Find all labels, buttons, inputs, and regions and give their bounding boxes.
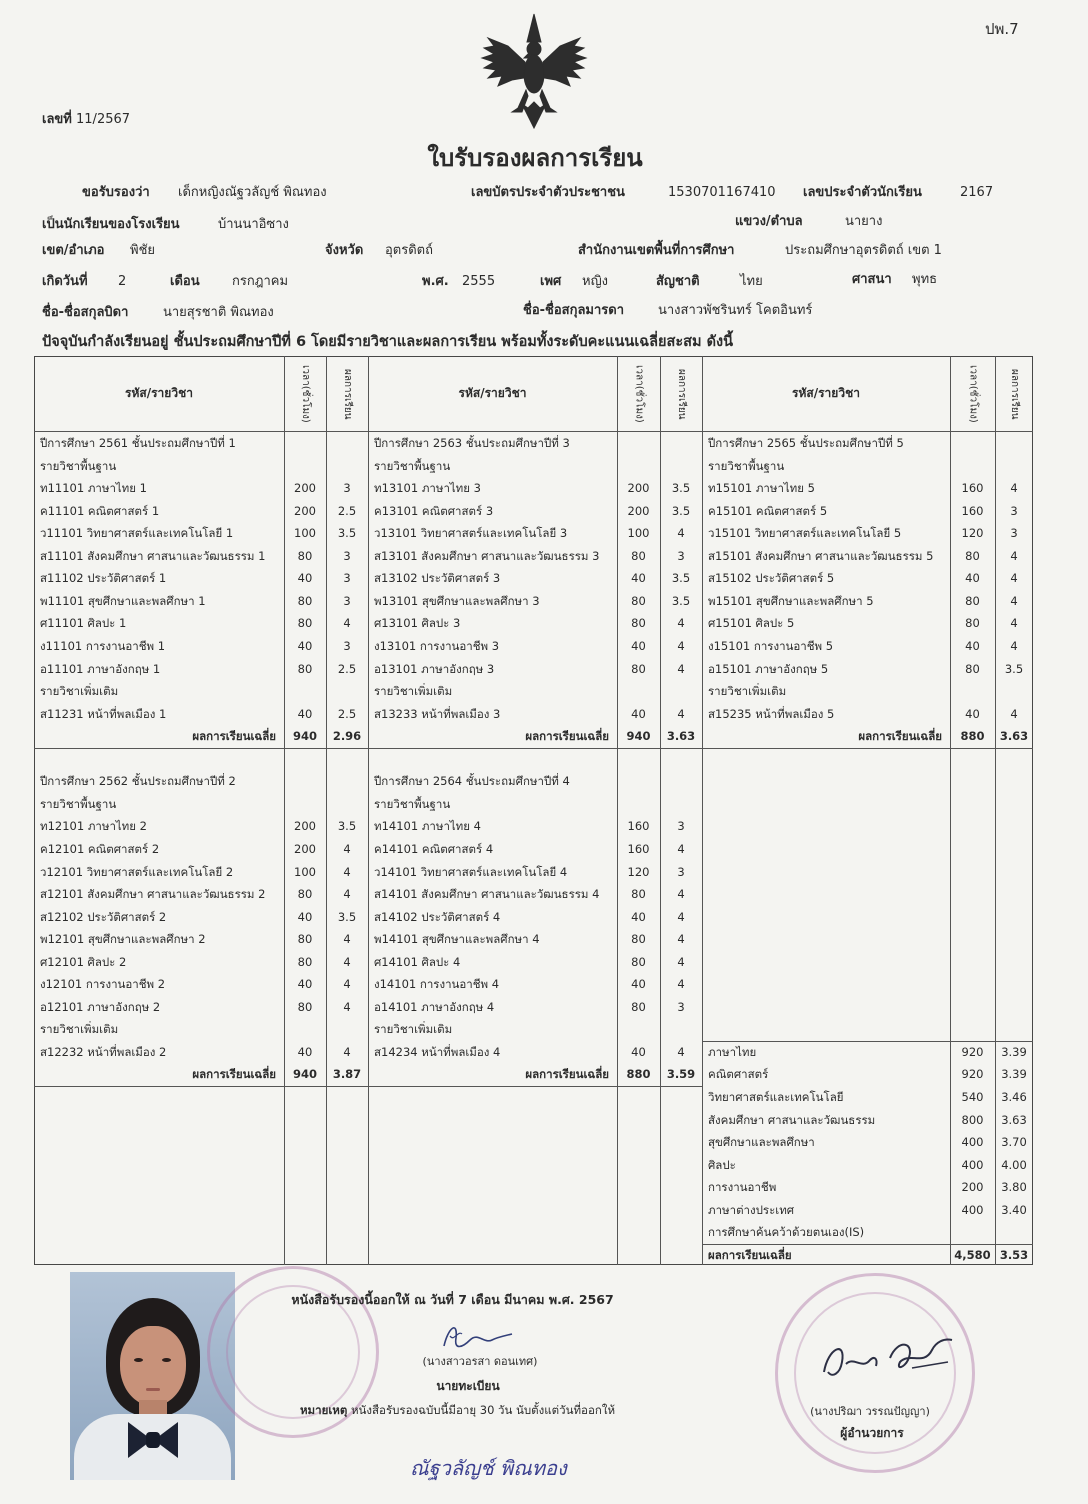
father-value: นายสุรชาติ พิณทอง xyxy=(163,305,274,320)
average-label: ผลการเรียนเฉลี่ย xyxy=(192,729,276,744)
subject-hours: 40 xyxy=(631,706,646,721)
subject-grade: 4 xyxy=(677,661,685,676)
subject-name: ภาษาไทย xyxy=(708,1044,757,1059)
subject-name: อ15101 ภาษาอังกฤษ 5 xyxy=(708,661,829,676)
average-hours: 940 xyxy=(626,729,651,744)
office-value: ประถมศึกษาอุตรดิตถ์ เขต 1 xyxy=(785,243,942,258)
subject-name: ค15101 คณิตศาสตร์ 5 xyxy=(708,503,828,518)
subject-hours: 200 xyxy=(627,503,650,518)
average-label: ผลการเรียนเฉลี่ย xyxy=(858,729,942,744)
subject-hours: 200 xyxy=(294,503,316,518)
subject-name: ท13101 ภาษาไทย 3 xyxy=(374,481,481,496)
subject-grade xyxy=(995,1221,1033,1243)
subject-grade: 2.5 xyxy=(337,661,357,676)
sex-label: เพศ xyxy=(540,274,562,289)
religion-label: ศาสนา xyxy=(852,272,892,287)
photo-mouth xyxy=(146,1388,160,1391)
column-divider xyxy=(702,356,703,1265)
section-label-basic: รายวิชาพื้นฐาน xyxy=(40,796,117,811)
average-grade: 3.87 xyxy=(332,1067,362,1082)
subject-grade: 4 xyxy=(677,887,685,901)
subject-hours: 200 xyxy=(294,841,316,856)
student-name: เด็กหญิงณัฐวลัญช์ พิณทอง xyxy=(178,185,327,200)
id-card-value: 1530701167410 xyxy=(668,185,776,200)
subject-hours: 40 xyxy=(631,909,646,924)
subject-name: ศ14101 ศิลปะ 4 xyxy=(374,954,461,969)
subject-grade: 4 xyxy=(343,841,351,856)
subject-grade: 3 xyxy=(677,819,685,834)
subject-grade: 3 xyxy=(343,571,351,586)
average-hours: 940 xyxy=(292,729,317,744)
subject-grade: 4.00 xyxy=(1001,1157,1027,1172)
subject-grade: 2.5 xyxy=(337,503,357,518)
photo-collar-knot xyxy=(146,1432,160,1448)
section-label-extra: รายวิชาเพิ่มเติม xyxy=(708,684,787,698)
subject-hours: 80 xyxy=(631,887,646,901)
subject-hours: 80 xyxy=(965,593,980,608)
header-hours-label: เวลา(ชั่วโมง) xyxy=(633,365,645,423)
birth-day-label: เกิดวันที่ xyxy=(42,274,88,289)
subject-name: ศ15101 ศิลปะ 5 xyxy=(708,616,795,631)
subject-hours: 40 xyxy=(297,977,313,992)
subject-grade: 4 xyxy=(343,932,351,947)
average-hours: 880 xyxy=(960,729,985,744)
subject-hours: 200 xyxy=(294,819,316,834)
subject-grade: 4 xyxy=(677,1044,685,1059)
subject-hours: 920 xyxy=(961,1067,984,1082)
subject-name: ส14101 สังคมศึกษา ศาสนาและวัฒนธรรม 4 xyxy=(374,887,600,901)
subject-hours: 540 xyxy=(961,1090,984,1104)
subject-hours: 80 xyxy=(297,999,313,1014)
subject-hours: 100 xyxy=(294,526,316,541)
subject-grade: 3.5 xyxy=(337,819,357,834)
handwritten-student-name: ณัฐวลัญช์ พิณทอง xyxy=(410,1456,567,1480)
section-label-basic: รายวิชาพื้นฐาน xyxy=(708,458,785,473)
section-label-basic: รายวิชาพื้นฐาน xyxy=(374,796,451,811)
subject-grade: 3.5 xyxy=(1004,661,1024,676)
subject-grade: 4 xyxy=(677,706,685,721)
subject-name: ศ13101 ศิลปะ 3 xyxy=(374,616,461,631)
subject-hours: 200 xyxy=(961,1180,984,1195)
year-heading: ปีการศึกษา 2563 ชั้นประถมศึกษาปีที่ 3 xyxy=(374,436,570,450)
subject-hours: 80 xyxy=(965,661,980,676)
year-heading: ปีการศึกษา 2565 ชั้นประถมศึกษาปีที่ 5 xyxy=(708,436,904,450)
subject-name: ส15102 ประวัติศาสตร์ 5 xyxy=(708,571,835,586)
doc-number-value: 11/2567 xyxy=(76,112,131,127)
subject-grade: 3 xyxy=(677,864,685,879)
subject-grade: 4 xyxy=(343,999,351,1014)
subject-grade: 3 xyxy=(343,481,351,496)
subject-grade: 4 xyxy=(343,1044,351,1059)
photo-face xyxy=(120,1326,186,1406)
subject-name: พ13101 สุขศึกษาและพลศึกษา 3 xyxy=(374,593,540,608)
subject-grade: 3 xyxy=(343,593,351,608)
subject-name: ส12101 สังคมศึกษา ศาสนาและวัฒนธรรม 2 xyxy=(40,887,266,901)
subject-grade: 4 xyxy=(1010,593,1018,608)
subject-grade: 4 xyxy=(1010,481,1018,496)
note-label: หมายเหตุ xyxy=(299,1403,348,1417)
note-text: หนังสือรับรองฉบับนี้มีอายุ 30 วัน นับตั้งแต่วันที่ออกให้ xyxy=(350,1403,616,1417)
subject-name: ส13233 หน้าที่พลเมือง 3 xyxy=(374,706,501,721)
header-grade xyxy=(995,358,1033,430)
registrar-signature xyxy=(436,1316,516,1356)
subject-grade: 4 xyxy=(343,954,351,969)
subject-grade: 3 xyxy=(343,639,351,653)
subject-grade: 4 xyxy=(1010,639,1018,653)
subject-grade: 4 xyxy=(677,932,685,947)
section-label-extra: รายวิชาเพิ่มเติม xyxy=(374,684,453,698)
subject-hours: 80 xyxy=(297,593,313,608)
subject-hours: 160 xyxy=(627,841,650,856)
subject-name: อ12101 ภาษาอังกฤษ 2 xyxy=(40,999,161,1014)
subject-grade: 4 xyxy=(1010,548,1018,563)
average-grade: 3.63 xyxy=(666,729,696,744)
office-label: สำนักงานเขตพื้นที่การศึกษา xyxy=(578,243,735,258)
subject-name: ว12101 วิทยาศาสตร์และเทคโนโลยี 2 xyxy=(40,864,234,879)
subject-name: ท12101 ภาษาไทย 2 xyxy=(40,819,147,834)
id-card-label: เลขบัตรประจำตัวประชาชน xyxy=(471,185,625,200)
subject-hours: 400 xyxy=(961,1135,984,1150)
subject-grade: 3.5 xyxy=(671,593,691,608)
subject-name: ว13101 วิทยาศาสตร์และเทคโนโลยี 3 xyxy=(374,526,568,541)
subject-name: ค14101 คณิตศาสตร์ 4 xyxy=(374,841,494,856)
birth-year-label: พ.ศ. xyxy=(422,274,449,289)
subject-hours: 40 xyxy=(297,639,313,653)
form-code: ปพ.7 xyxy=(985,20,1019,38)
subject-grade: 4 xyxy=(677,616,685,631)
average-hours: 880 xyxy=(626,1067,651,1082)
subject-hours: 40 xyxy=(297,706,313,721)
subject-hours: 40 xyxy=(965,706,980,721)
mother-label: ชื่อ-ชื่อสกุลมารดา xyxy=(523,303,625,318)
mother-value: นางสาวพัชรินทร์ โคตอินทร์ xyxy=(658,303,813,318)
subject-name: อ13101 ภาษาอังกฤษ 3 xyxy=(374,661,495,676)
section-label-extra: รายวิชาเพิ่มเติม xyxy=(40,1022,119,1037)
certify-label: ขอรับรองว่า xyxy=(82,185,150,200)
subject-name: พ11101 สุขศึกษาและพลศึกษา 1 xyxy=(40,593,206,608)
header-grade xyxy=(326,358,368,430)
subject-grade: 3.39 xyxy=(1001,1067,1027,1082)
document-title: ใบรับรองผลการเรียน xyxy=(427,144,643,172)
subject-hours: 40 xyxy=(631,1044,646,1059)
year-heading: ปีการศึกษา 2562 ชั้นประถมศึกษาปีที่ 2 xyxy=(40,774,236,789)
subject-hours: 80 xyxy=(631,661,646,676)
subject-hours: 100 xyxy=(294,864,316,879)
subject-name: ส12102 ประวัติศาสตร์ 2 xyxy=(40,909,167,924)
subject-hours: 80 xyxy=(631,593,646,608)
header-grade xyxy=(660,358,702,430)
subject-grade: 4 xyxy=(343,977,351,992)
subject-name: ศิลปะ xyxy=(708,1157,736,1172)
photo-eye xyxy=(162,1358,171,1362)
subject-hours: 160 xyxy=(627,819,650,834)
header-subject: รหัส/รายวิชา xyxy=(792,386,860,400)
header-hours-label: เวลา(ชั่วโมง) xyxy=(967,365,979,423)
subject-name: อ14101 ภาษาอังกฤษ 4 xyxy=(374,999,495,1014)
subject-hours: 400 xyxy=(961,1157,984,1172)
doc-number-label: เลขที่ xyxy=(42,112,72,127)
average-grade: 2.96 xyxy=(332,729,362,744)
subject-hours: 120 xyxy=(627,864,650,879)
subject-name: ง14101 การงานอาชีพ 4 xyxy=(374,977,500,992)
registrar-title: นายทะเบียน xyxy=(436,1379,500,1393)
subject-grade: 4 xyxy=(677,526,685,541)
subject-name: ง12101 การงานอาชีพ 2 xyxy=(40,977,166,992)
row-divider xyxy=(702,748,1033,749)
subject-name: ค13101 คณิตศาสตร์ 3 xyxy=(374,503,494,518)
subject-name: ศ12101 ศิลปะ 2 xyxy=(40,954,127,969)
subject-name: อ11101 ภาษาอังกฤษ 1 xyxy=(40,661,161,676)
subject-hours: 80 xyxy=(297,661,313,676)
subject-hours: 80 xyxy=(631,548,646,563)
subject-grade: 3.5 xyxy=(671,481,691,496)
subject-hours: 400 xyxy=(961,1202,984,1217)
average-label: ผลการเรียนเฉลี่ย xyxy=(525,729,609,744)
subject-grade: 3.80 xyxy=(1001,1180,1027,1195)
average-grade: 3.63 xyxy=(999,729,1029,744)
average-label: ผลการเรียนเฉลี่ย xyxy=(525,1067,609,1082)
subject-name: พ14101 สุขศึกษาและพลศึกษา 4 xyxy=(374,932,540,947)
student-id-label: เลขประจำตัวนักเรียน xyxy=(803,185,922,200)
province-label: จังหวัด xyxy=(325,243,364,258)
subject-name: ส13101 สังคมศึกษา ศาสนาและวัฒนธรรม 3 xyxy=(374,548,600,563)
subject-name: ว15101 วิทยาศาสตร์และเทคโนโลยี 5 xyxy=(708,526,902,541)
subject-name: ส12232 หน้าที่พลเมือง 2 xyxy=(40,1044,167,1059)
column-divider xyxy=(368,356,369,1265)
subject-grade: 3 xyxy=(677,999,685,1014)
cumulative-grade: 3.53 xyxy=(999,1247,1029,1262)
director-signature xyxy=(812,1328,962,1388)
subject-hours: 40 xyxy=(631,571,646,586)
average-label: ผลการเรียนเฉลี่ย xyxy=(192,1067,276,1082)
subject-hours: 200 xyxy=(294,481,316,496)
subject-hours: 40 xyxy=(631,639,646,653)
subject-hours: 100 xyxy=(627,526,650,541)
subject-name: ส11102 ประวัติศาสตร์ 1 xyxy=(40,571,167,586)
subject-name: ศ11101 ศิลปะ 1 xyxy=(40,616,127,631)
subject-hours: 80 xyxy=(297,548,313,563)
doc-number xyxy=(42,111,130,129)
director-title: ผู้อำนวยการ xyxy=(840,1426,904,1440)
registrar-name: (นางสาวอรสา ดอนเทศ) xyxy=(422,1355,538,1368)
subject-hours: 40 xyxy=(965,571,980,586)
subject-grade: 4 xyxy=(677,909,685,924)
subject-name: วิทยาศาสตร์และเทคโนโลยี xyxy=(708,1090,844,1104)
header-grade-label: ผลการเรียน xyxy=(1009,368,1020,420)
subject-name: ง15101 การงานอาชีพ 5 xyxy=(708,639,834,653)
subject-grade: 2.5 xyxy=(337,706,357,721)
subject-grade: 4 xyxy=(677,977,685,992)
subject-hours: 160 xyxy=(961,481,984,496)
subject-name: การศึกษาค้นคว้าด้วยตนเอง(IS) xyxy=(708,1225,865,1240)
subject-grade: 3.39 xyxy=(1001,1044,1027,1059)
director-name: (นางปริฌา วรรณปัญญา) xyxy=(810,1405,930,1418)
subject-name: ภาษาต่างประเทศ xyxy=(708,1202,795,1217)
subject-grade: 3 xyxy=(1010,503,1018,518)
nationality-value: ไทย xyxy=(740,274,763,289)
garuda-emblem-icon xyxy=(478,12,590,130)
header-subject: รหัส/รายวิชา xyxy=(458,386,527,400)
subject-hours: 80 xyxy=(965,616,980,631)
subject-name: ส13102 ประวัติศาสตร์ 3 xyxy=(374,571,501,586)
subject-grade: 4 xyxy=(343,864,351,879)
subject-name: คณิตศาสตร์ xyxy=(708,1067,769,1082)
row-divider xyxy=(34,748,368,749)
subject-name: การงานอาชีพ xyxy=(708,1180,777,1195)
subject-name: ส14102 ประวัติศาสตร์ 4 xyxy=(374,909,501,924)
subject-hours: 80 xyxy=(631,999,646,1014)
subject-hours: 80 xyxy=(297,887,313,901)
header-hours xyxy=(617,358,660,430)
subject-name: ค11101 คณิตศาสตร์ 1 xyxy=(40,503,160,518)
district-label: เขต/อำเภอ xyxy=(42,243,105,258)
subject-grade: 4 xyxy=(343,616,351,631)
subject-name: ท15101 ภาษาไทย 5 xyxy=(708,481,815,496)
subject-hours: 80 xyxy=(965,548,980,563)
subject-hours: 120 xyxy=(961,526,984,541)
subject-hours: 40 xyxy=(297,909,313,924)
subject-grade: 3.5 xyxy=(671,503,691,518)
subject-hours: 920 xyxy=(961,1044,984,1059)
subject-name: ส11231 หน้าที่พลเมือง 1 xyxy=(40,706,167,721)
section-label-extra: รายวิชาเพิ่มเติม xyxy=(40,684,119,698)
subject-hours: 80 xyxy=(631,932,646,947)
subject-name: ท11101 ภาษาไทย 1 xyxy=(40,481,147,496)
cumulative-average-label: ผลการเรียนเฉลี่ย xyxy=(708,1247,792,1262)
subject-hours: 800 xyxy=(961,1112,984,1127)
birth-month-value: กรกฎาคม xyxy=(232,274,289,289)
section-label-extra: รายวิชาเพิ่มเติม xyxy=(374,1022,453,1037)
row-divider xyxy=(368,1086,702,1087)
subdistrict-value: นายาง xyxy=(845,214,883,229)
district-value: พิชัย xyxy=(130,243,156,258)
school-label: เป็นนักเรียนของโรงเรียน xyxy=(42,217,180,232)
subject-grade: 3 xyxy=(343,548,351,563)
subject-name: ส15235 หน้าที่พลเมือง 5 xyxy=(708,706,835,721)
issued-date: หนังสือรับรองนี้ออกให้ ณ วันที่ 7 เดือน มีนาคม พ.ศ. 2567 xyxy=(291,1292,614,1307)
subject-grade: 3 xyxy=(677,548,685,563)
birth-day-value: 2 xyxy=(118,274,127,289)
year-heading: ปีการศึกษา 2561 ชั้นประถมศึกษาปีที่ 1 xyxy=(40,436,236,450)
subject-name: ท14101 ภาษาไทย 4 xyxy=(374,819,481,834)
row-divider xyxy=(34,1086,368,1087)
average-grade: 3.59 xyxy=(666,1067,696,1082)
subject-name: สุขศึกษาและพลศึกษา xyxy=(708,1135,815,1150)
validity-note xyxy=(285,1401,630,1419)
subject-grade: 4 xyxy=(343,887,351,901)
subject-grade: 3 xyxy=(1010,526,1018,541)
subject-grade: 3.63 xyxy=(1001,1112,1027,1127)
header-hours xyxy=(950,358,995,430)
subject-name: พ15101 สุขศึกษาและพลศึกษา 5 xyxy=(708,593,874,608)
student-id-value: 2167 xyxy=(960,185,994,200)
subject-grade: 3.5 xyxy=(337,909,357,924)
school-value: บ้านนาอิซาง xyxy=(218,217,289,232)
subject-grade: 4 xyxy=(1010,571,1018,586)
birth-year-value: 2555 xyxy=(462,274,496,289)
subject-hours: 40 xyxy=(965,639,980,653)
section-label-basic: รายวิชาพื้นฐาน xyxy=(374,458,451,473)
year-heading: ปีการศึกษา 2564 ชั้นประถมศึกษาปีที่ 4 xyxy=(374,774,570,789)
subject-hours: 40 xyxy=(631,977,646,992)
subject-name: ส14234 หน้าที่พลเมือง 4 xyxy=(374,1044,501,1059)
average-hours: 940 xyxy=(292,1067,317,1082)
subject-hours: 200 xyxy=(627,481,650,496)
subject-name: ว14101 วิทยาศาสตร์และเทคโนโลยี 4 xyxy=(374,864,568,879)
subject-hours: 80 xyxy=(631,954,646,969)
subject-grade: 4 xyxy=(677,639,685,653)
sex-value: หญิง xyxy=(582,274,608,289)
subject-hours: 40 xyxy=(297,1044,313,1059)
header-hours xyxy=(284,358,326,430)
subject-grade: 3.5 xyxy=(671,571,691,586)
subject-name: พ12101 สุขศึกษาและพลศึกษา 2 xyxy=(40,932,206,947)
header-grade-label: ผลการเรียน xyxy=(676,368,687,420)
subject-grade: 4 xyxy=(677,954,685,969)
subject-hours: 160 xyxy=(961,503,984,518)
subject-grade: 3.5 xyxy=(337,526,357,541)
subject-hours xyxy=(950,1221,995,1243)
birth-month-label: เดือน xyxy=(170,274,200,289)
subject-grade: 3.46 xyxy=(1001,1090,1027,1104)
subject-hours: 80 xyxy=(297,616,313,631)
subject-grade: 3.40 xyxy=(1001,1202,1027,1217)
row-divider xyxy=(368,748,702,749)
subject-grade: 4 xyxy=(1010,616,1018,631)
photo-eye xyxy=(134,1358,143,1362)
subject-name: ว11101 วิทยาศาสตร์และเทคโนโลยี 1 xyxy=(40,526,234,541)
subject-name: สังคมศึกษา ศาสนาและวัฒนธรรม xyxy=(708,1112,876,1127)
religion-value: พุทธ xyxy=(912,272,938,287)
subject-hours: 80 xyxy=(297,954,313,969)
cumulative-hours: 4,580 xyxy=(954,1247,991,1262)
subject-hours: 40 xyxy=(297,571,313,586)
province-value: อุตรดิตถ์ xyxy=(385,243,433,258)
subject-name: ง11101 การงานอาชีพ 1 xyxy=(40,639,166,653)
subject-name: ส11101 สังคมศึกษา ศาสนาและวัฒนธรรม 1 xyxy=(40,548,266,563)
header-subject: รหัส/รายวิชา xyxy=(125,386,193,400)
header-hours-label: เวลา(ชั่วโมง) xyxy=(300,365,311,423)
subject-grade: 4 xyxy=(1010,706,1018,721)
subject-grade: 4 xyxy=(677,841,685,856)
subject-hours: 80 xyxy=(297,932,313,947)
subject-name: ค12101 คณิตศาสตร์ 2 xyxy=(40,841,160,856)
subject-hours: 80 xyxy=(631,616,646,631)
nationality-label: สัญชาติ xyxy=(656,274,700,289)
subject-grade: 3.70 xyxy=(1001,1135,1027,1150)
section-label-basic: รายวิชาพื้นฐาน xyxy=(40,458,117,473)
subdistrict-label: แขวง/ตำบล xyxy=(735,214,803,229)
subject-name: ง13101 การงานอาชีพ 3 xyxy=(374,639,500,653)
header-grade-label: ผลการเรียน xyxy=(342,368,353,420)
intro-text: ปัจจุบันกำลังเรียนอยู่ ชั้นประถมศึกษาปีที่ 6 โดยมีรายวิชาและผลการเรียน พร้อมทั้งระดับคะแนนเฉลี่ยสะสม ดังนี้ xyxy=(42,334,734,350)
subject-name: ส15101 สังคมศึกษา ศาสนาและวัฒนธรรม 5 xyxy=(708,548,934,563)
father-label: ชื่อ-ชื่อสกุลบิดา xyxy=(42,305,129,320)
